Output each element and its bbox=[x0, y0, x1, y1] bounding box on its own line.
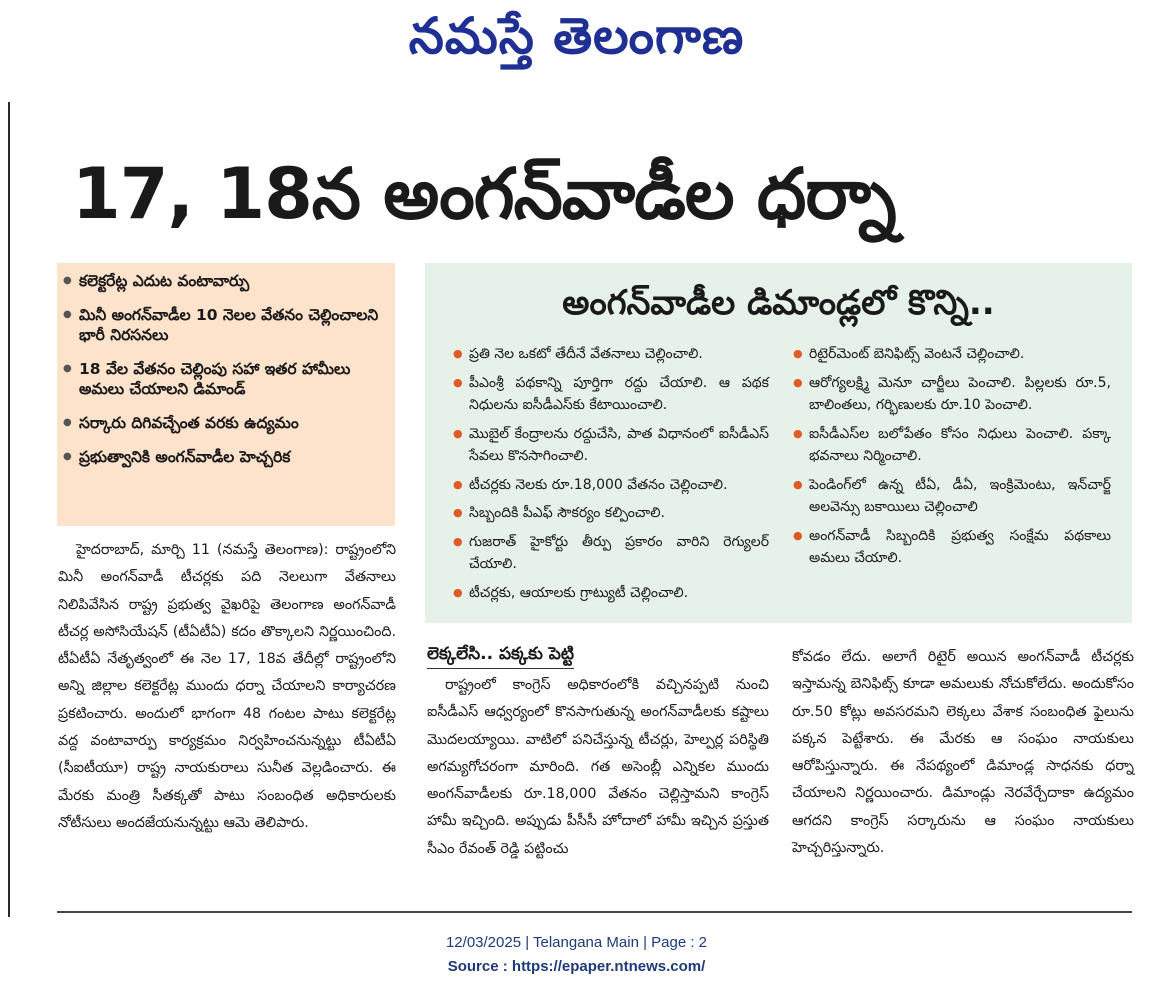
article-column-1 bbox=[58, 537, 396, 837]
bullet-icon: ● bbox=[793, 375, 803, 389]
demand-item: ● సిబ్బందికి పీఎఫ్ సౌకర్యం కల్పించాలి. bbox=[469, 502, 769, 525]
highlights-box bbox=[57, 263, 395, 526]
bullet-icon: ● bbox=[453, 506, 463, 519]
subheading: లెక్కలేసి.. పక్కకు పెట్టి bbox=[427, 644, 574, 669]
demands-title: అంగన్‌వాడీల డిమాండ్లలో కొన్ని.. bbox=[562, 283, 995, 323]
demands-right-column bbox=[793, 343, 1111, 576]
bullet-icon: ● bbox=[453, 347, 463, 360]
demand-item: ● గుజరాత్ హైకోర్టు తీర్పు ప్రకారం వారిని రెగ్యులర్ చేయాలి. bbox=[469, 531, 769, 576]
bullet-icon: ● bbox=[453, 477, 463, 491]
article-text: కోవడం లేదు. అలాగే రిటైర్ అయిన అంగన్‌వాడీ టీచర్లకు ఇస్తామన్న బెనిఫిట్స్ కూడా అమలుకు నోచుకోలేదు. అందుకోసం రూ.50 కోట్లు అవసరమని లెక్కలు వేశాక సంబంధిత ఫైలును పక్కన పెట్టేశారు. ఈ మేరకు ఆ సంఘం నాయకులు ఆరోపిస్తున్నారు. ఈ నేపథ్యంలో డిమాండ్ల సాధనకు ధర్నా చేయాలని నిర్ణయించారు. డిమాండ్లు నెరవేర్చేదాకా ఉద్యమం ఆగదని కాంగ్రెస్ సర్కారును ఆ సంఘం నాయకులు హెచ్చరిస్తున్నారు. bbox=[792, 649, 1134, 857]
article-text: హైదరాబాద్, మార్చి 11 (నమస్తే తెలంగాణ): రాష్ట్రంలోని మినీ అంగన్‌వాడీ టీచర్లకు పది నెలలుగా వేతనాలు నిలిపివేసిన రాష్ట్ర ప్రభుత్వ వైఖరిపై తెలంగాణ అంగన్‌వాడీ టీచర్ల అసోసియేషన్ (టీఏటీఏ) కదం తొక్కాలని నిర్ణయించింది. టీఏటీఏ నేతృత్వంలో ఈ నెల 17, 18వ తేదీల్లో రాష్ట్రంలోని అన్ని జిల్లాల కలెక్టరేట్ల ముందు ధర్నా చేయాలని కార్యాచరణ ప్రకటించారు. అందులో భాగంగా 48 గంటల పాటు కలెక్టరేట్ల వద్ద వంటావార్పు కార్యక్రమం నిర్వహించనున్నట్టు టీఏటీఏ (సీఐటీయూ) రాష్ట్ర నాయకురాలు సునీత వెల్లడించారు. ఈ మేరకు మంత్రి సీతక్కతో పాటు సంబంధిత అధికారులకు నోటీసులు అందజేయనున్నట్టు ఆమె తెలిపారు. bbox=[58, 542, 396, 831]
headline: 17, 18న అంగన్‌వాడీల ధర్నా bbox=[72, 153, 896, 235]
column-rule bbox=[8, 102, 10, 917]
demand-item: ● టీచర్లకు, ఆయాలకు గ్రాట్యుటీ చెల్లించాలి. bbox=[469, 582, 769, 605]
demands-box bbox=[425, 263, 1132, 623]
masthead-logo: నమస్తే తెలంగాణ bbox=[408, 6, 745, 65]
demand-item: ● ఐసీడీఎస్‌ల బలోపేతం కోసం నిధులు పెంచాలి. పక్కా భవనాలు నిర్మించాలి. bbox=[809, 423, 1111, 468]
bullet-icon: ● bbox=[453, 585, 463, 599]
article-text: రాష్ట్రంలో కాంగ్రెస్ అధికారంలోకి వచ్చినప్పటి నుంచి ఐసీడీఎస్ ఆధ్వర్యంలో కొనసాగుతున్న అంగన్‌వాడీలకు కష్టాలు మొదలయ్యాయి. వాటిలో పనిచేస్తున్న టీచర్లు, హెల్పర్ల పరిస్థితి అగమ్యగోచరంగా మారింది. గత అసెంబ్లీ ఎన్నికల ముందు అంగన్‌వాడీలకు రూ.18,000 వేతనం చెల్లిస్తామని కాంగ్రెస్ హామీ ఇచ్చింది. అప్పుడు పీసీసీ హోదాలో హామీ ఇచ్చిన ప్రస్తుత సీఎం రేవంత్ రెడ్డి పట్టించు bbox=[427, 677, 769, 857]
article-column-2 bbox=[427, 672, 769, 863]
bullet-icon: ● bbox=[793, 347, 803, 360]
article-column-3 bbox=[792, 644, 1134, 862]
highlight-item: ● ప్రభుత్వానికి అంగన్‌వాడీల హెచ్చరిక bbox=[79, 447, 389, 467]
demand-item: ● ఆరోగ్యలక్ష్మి మెనూ చార్జీలు పెంచాలి. పిల్లలకు రూ.5, బాలింతలు, గర్భిణులకు రూ.10 పెంచాలి. bbox=[809, 372, 1111, 417]
highlight-item: ● సర్కారు దిగివచ్చేంత వరకు ఉద్యమం bbox=[79, 413, 389, 433]
bullet-icon: ● bbox=[453, 375, 463, 389]
highlight-item: ● కలెక్టరేట్ల ఎదుట వంటావార్పు bbox=[79, 271, 389, 291]
highlight-item: ● 18 వేల వేతనం చెల్లింపు సహా ఇతర హామీలు అమలు చేయాలని డిమాండ్ bbox=[79, 359, 389, 399]
demand-item: ● రిటైర్‌మెంట్ బెనిఫిట్స్ వెంటనే చెల్లించాలి. bbox=[809, 343, 1111, 366]
bullet-icon: ● bbox=[793, 426, 803, 440]
divider bbox=[57, 911, 1132, 913]
demand-item: ● పెండింగ్‌లో ఉన్న టీఏ, డీఏ, ఇంక్రిమెంటు, ఇన్‌చార్జ్ అలవెన్సు బకాయిలు చెల్లించాలి bbox=[809, 474, 1111, 519]
footer-dateline: 12/03/2025 | Telangana Main | Page : 2 bbox=[445, 934, 708, 951]
demand-item: ● మొబైల్ కేంద్రాలను రద్దుచేసి, పాత విధానంలో ఐసీడీఎస్ సేవలు కొనసాగించాలి. bbox=[469, 423, 769, 468]
demands-left-column bbox=[453, 343, 769, 610]
bullet-icon: ● bbox=[793, 477, 803, 491]
bullet-icon: ● bbox=[793, 528, 803, 542]
demand-item: ● ప్రతి నెల ఒకటో తేదీనే వేతనాలు చెల్లించాలి. bbox=[469, 343, 769, 366]
demand-item: ● అంగన్‌వాడీ సిబ్బందికి ప్రభుత్వ సంక్షేమ పథకాలు అమలు చేయాలి. bbox=[809, 525, 1111, 570]
demand-item: ● పీఎంశ్రీ పథకాన్ని పూర్తిగా రద్దు చేయాలి. ఆ పథక నిధులను ఐసీడీఎస్‌కు కేటాయించాలి. bbox=[469, 372, 769, 417]
bullet-icon: ● bbox=[453, 426, 463, 440]
highlight-item: ● మినీ అంగన్‌వాడీల 10 నెలల వేతనం చెల్లించాలని భారీ నిరసనలు bbox=[79, 305, 389, 345]
demand-item: ● టీచర్లకు నెలకు రూ.18,000 వేతనం చెల్లించాలి. bbox=[469, 474, 769, 497]
bullet-icon: ● bbox=[453, 534, 463, 548]
footer-source-link[interactable]: Source : https://epaper.ntnews.com/ bbox=[447, 958, 706, 975]
